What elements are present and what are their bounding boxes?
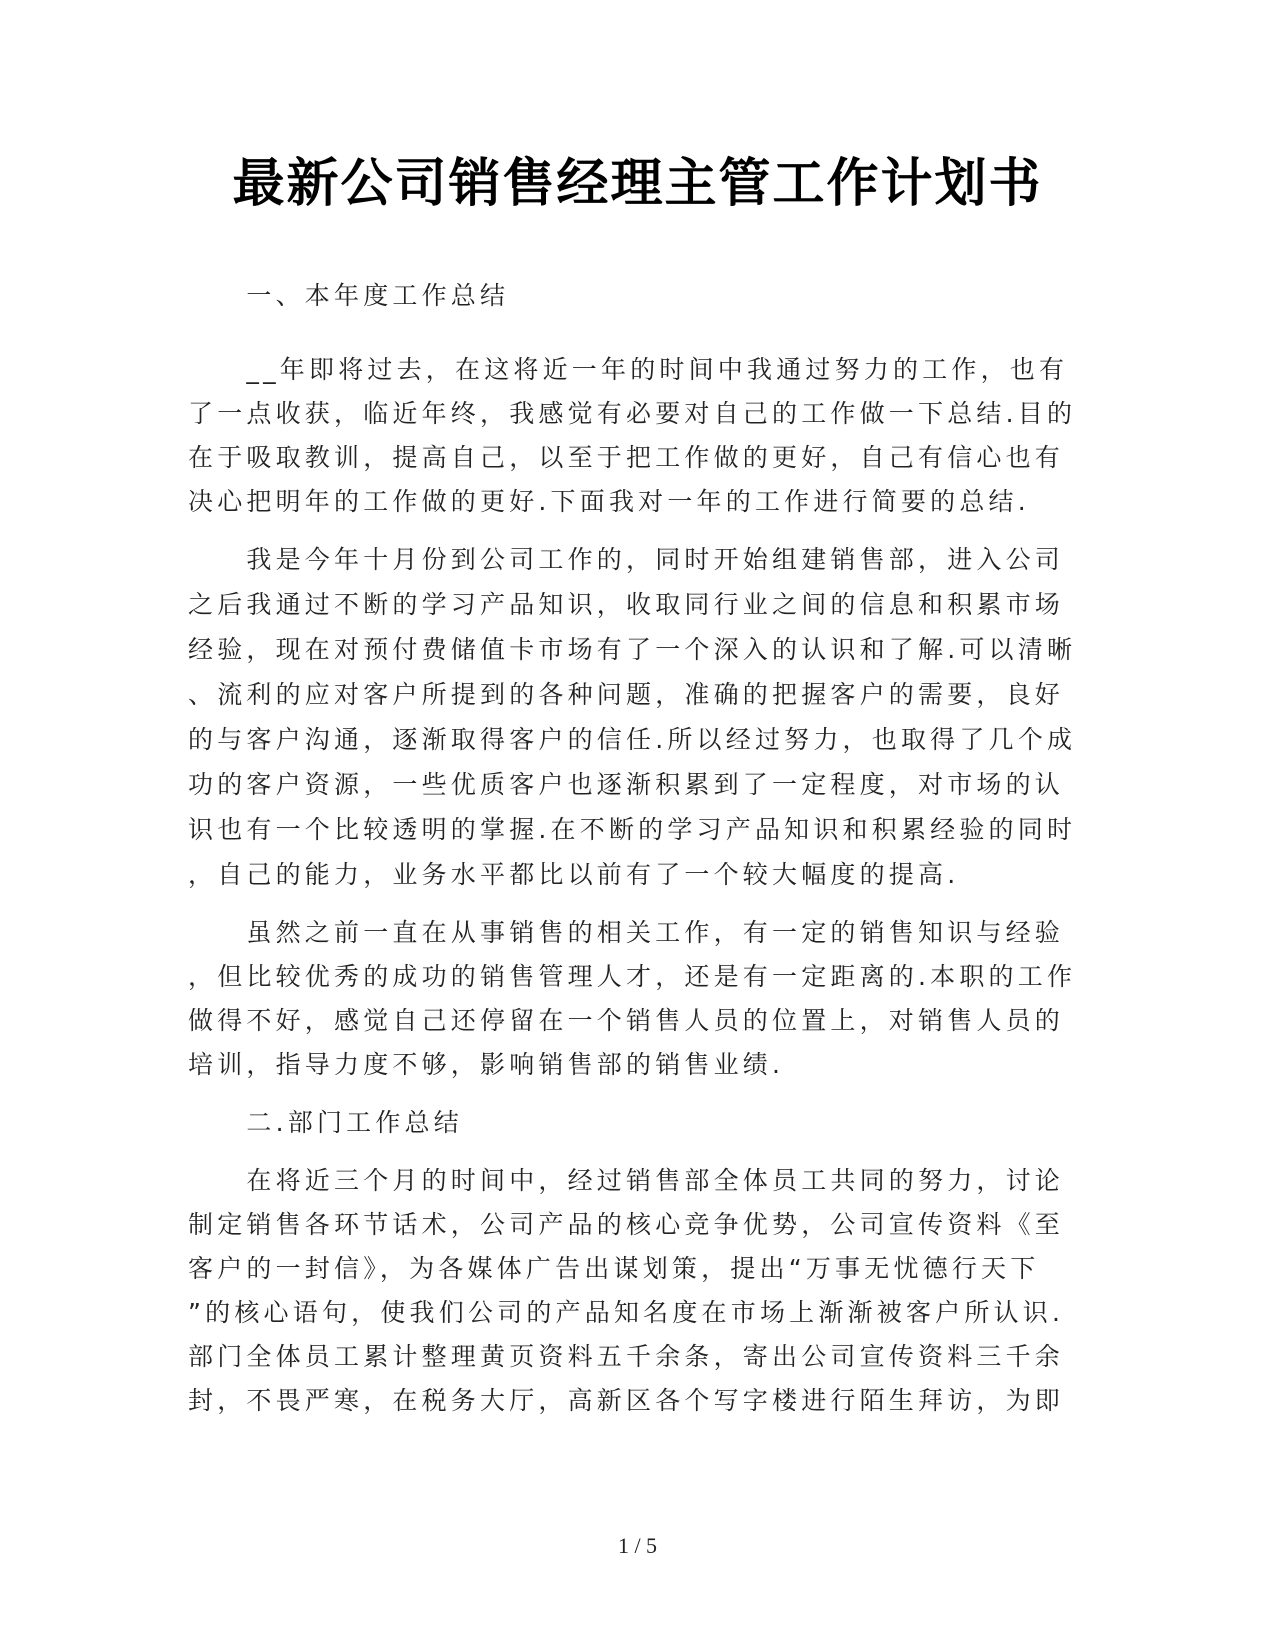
body-line: 二.部门工作总结 <box>188 1108 463 1137</box>
body-line: 了一点收获，临近年终，我感觉有必要对自己的工作做一下总结.目的 <box>188 399 1077 428</box>
body-line: 在将近三个月的时间中，经过销售部全体员工共同的努力，讨论 <box>188 1166 1065 1195</box>
body-line: 培训，指导力度不够，影响销售部的销售业绩. <box>188 1050 785 1079</box>
body-line: 决心把明年的工作做的更好.下面我对一年的工作进行简要的总结. <box>188 487 1030 516</box>
body-line: 部门全体员工累计整理黄页资料五千余条，寄出公司宣传资料三千余 <box>188 1342 1065 1371</box>
body-line: 经验，现在对预付费储值卡市场有了一个深入的认识和了解.可以清晰 <box>188 635 1077 664</box>
body-line: 一、本年度工作总结 <box>188 281 510 310</box>
body-line: 制定销售各环节话术，公司产品的核心竞争优势，公司宣传资料《至 <box>188 1210 1065 1239</box>
body-line: 做得不好，感觉自己还停留在一个销售人员的位置上，对销售人员的 <box>188 1006 1065 1035</box>
body-line: 的与客户沟通，逐渐取得客户的信任.所以经过努力，也取得了几个成 <box>188 725 1077 754</box>
body-line: 客户的一封信》，为各媒体广告出谋划策，提出“万事无忧德行天下 <box>188 1254 1040 1283</box>
body-line: 功的客户资源，一些优质客户也逐渐积累到了一定程度，对市场的认 <box>188 770 1065 799</box>
body-line: 虽然之前一直在从事销售的相关工作，有一定的销售知识与经验 <box>188 918 1065 947</box>
body-line: __年即将过去，在这将近一年的时间中我通过努力的工作，也有 <box>188 355 1069 384</box>
body-line: ，自己的能力，业务水平都比以前有了一个较大幅度的提高. <box>188 860 960 889</box>
document-title: 最新公司销售经理主管工作计划书 <box>232 154 1043 214</box>
body-line: 之后我通过不断的学习产品知识，收取同行业之间的信息和积累市场 <box>188 590 1065 619</box>
body-line: 我是今年十月份到公司工作的，同时开始组建销售部，进入公司 <box>188 545 1065 574</box>
page-number: 1 / 5 <box>617 1533 658 1558</box>
body-line: ，但比较优秀的成功的销售管理人才，还是有一定距离的.本职的工作 <box>188 962 1077 991</box>
body-line: ”的核心语句，使我们公司的产品知名度在市场上渐渐被客户所认识. <box>188 1298 1065 1327</box>
body-line: 识也有一个比较透明的掌握.在不断的学习产品知识和积累经验的同时 <box>188 815 1077 844</box>
body-line: 、流利的应对客户所提到的各种问题，准确的把握客户的需要，良好 <box>188 680 1065 709</box>
body-line: 在于吸取教训，提高自己，以至于把工作做的更好，自己有信心也有 <box>188 443 1065 472</box>
body-line: 封，不畏严寒，在税务大厅，高新区各个写字楼进行陌生拜访，为即 <box>188 1386 1065 1415</box>
